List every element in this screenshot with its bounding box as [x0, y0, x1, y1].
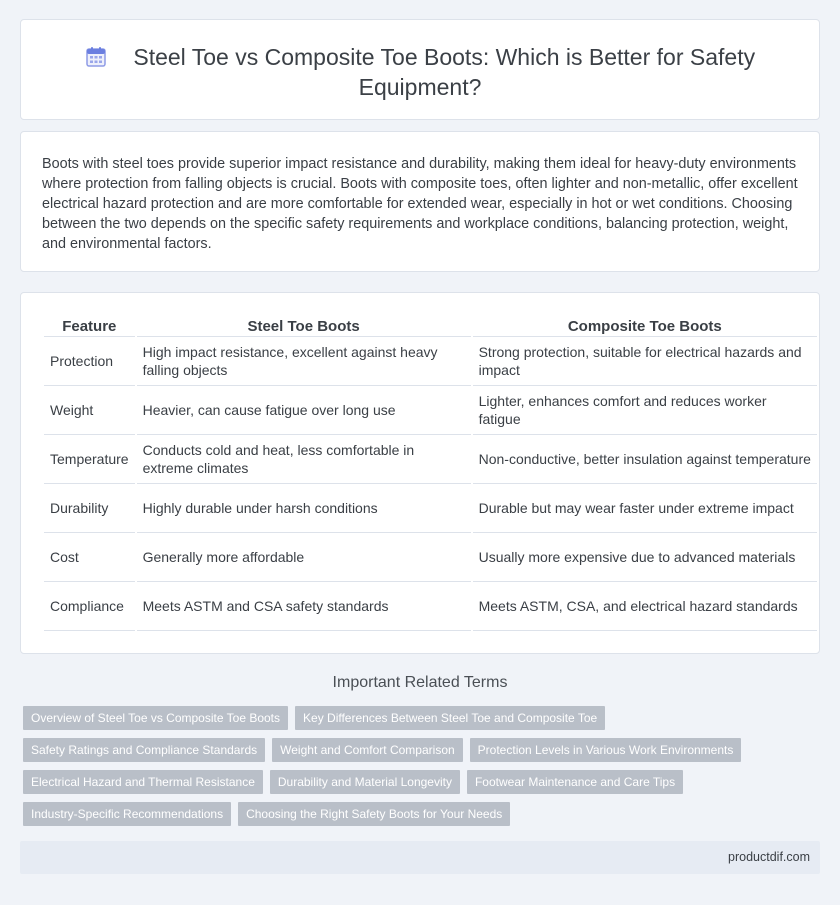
table-row — [44, 386, 817, 435]
comparison-table — [42, 315, 819, 631]
table-row — [44, 582, 817, 631]
calendar-icon — [85, 46, 107, 68]
cell-feature: Protection — [44, 337, 135, 386]
cell-steel: Conducts cold and heat, less comfortable in extreme climates — [137, 435, 471, 484]
cell-steel: Meets ASTM and CSA safety standards — [137, 582, 471, 631]
tag-row — [23, 770, 823, 794]
cell-steel: High impact resistance, excellent against heavy falling objects — [137, 337, 471, 386]
cell-feature: Temperature — [44, 435, 135, 484]
related-term-tag[interactable]: Overview of Steel Toe vs Composite Toe Boots — [23, 706, 288, 730]
related-term-tag[interactable]: Safety Ratings and Compliance Standards — [23, 738, 265, 762]
footer-site[interactable]: productdif.com — [728, 850, 810, 864]
intro-card — [20, 131, 820, 272]
related-term-tag[interactable]: Footwear Maintenance and Care Tips — [467, 770, 683, 794]
cell-composite: Meets ASTM, CSA, and electrical hazard standards — [473, 582, 817, 631]
related-term-tag[interactable]: Electrical Hazard and Thermal Resistance — [23, 770, 263, 794]
cell-composite: Durable but may wear faster under extreme impact — [473, 484, 817, 533]
table-row — [44, 337, 817, 386]
tag-row — [23, 802, 823, 826]
header-composite: Composite Toe Boots — [473, 315, 817, 337]
cell-composite: Strong protection, suitable for electrical hazards and impact — [473, 337, 817, 386]
cell-feature: Weight — [44, 386, 135, 435]
cell-steel: Generally more affordable — [137, 533, 471, 582]
header-card — [20, 19, 820, 120]
cell-feature: Compliance — [44, 582, 135, 631]
table-row — [44, 435, 817, 484]
page-title: Steel Toe vs Composite Toe Boots: Which is Better for Safety Equipment? — [133, 44, 756, 100]
title-wrap — [21, 42, 819, 102]
related-term-tag[interactable]: Durability and Material Longevity — [270, 770, 460, 794]
intro-paragraph: Boots with steel toes provide superior impact resistance and durability, making them ideal for heavy-duty environments where protection from falling objects is crucial. Boots with composite toes, often lighter and non-metallic, offer excellent electrical hazard protection and are more comfortable for extended wear, especially in hot or wet conditions. Choosing between the two depends on the specific safety requirements and workplace conditions, balancing protection, weight, and environmental factors. — [42, 156, 798, 252]
cell-composite: Non-conductive, better insulation against temperature — [473, 435, 817, 484]
tag-row — [23, 706, 823, 730]
cell-steel: Highly durable under harsh conditions — [137, 484, 471, 533]
comparison-card — [20, 292, 820, 654]
related-term-tag[interactable]: Industry-Specific Recommendations — [23, 802, 231, 826]
related-term-tag[interactable]: Weight and Comfort Comparison — [272, 738, 463, 762]
cell-feature: Durability — [44, 484, 135, 533]
related-term-tag[interactable]: Choosing the Right Safety Boots for Your Needs — [238, 802, 510, 826]
header-steel: Steel Toe Boots — [137, 315, 471, 337]
table-row — [44, 484, 817, 533]
cell-steel: Heavier, can cause fatigue over long use — [137, 386, 471, 435]
tag-row — [23, 738, 823, 762]
related-term-tag[interactable]: Protection Levels in Various Work Environments — [470, 738, 742, 762]
footer — [20, 841, 820, 874]
related-terms-title: Important Related Terms — [332, 674, 508, 691]
related-term-tag[interactable]: Key Differences Between Steel Toe and Composite Toe — [295, 706, 605, 730]
table-header-row — [44, 315, 817, 337]
related-terms-tags — [23, 706, 823, 834]
header-feature: Feature — [44, 315, 135, 337]
cell-feature: Cost — [44, 533, 135, 582]
cell-composite: Usually more expensive due to advanced materials — [473, 533, 817, 582]
cell-composite: Lighter, enhances comfort and reduces worker fatigue — [473, 386, 817, 435]
table-row — [44, 533, 817, 582]
